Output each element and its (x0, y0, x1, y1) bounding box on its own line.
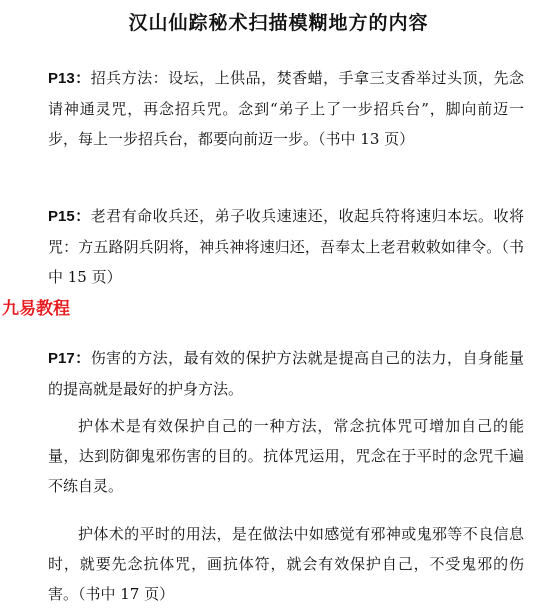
paragraph-p17-2: 护体术是有效保护自己的一种方法，常念抗体咒可增加自己的能量，达到防御鬼邪伤害的目的。抗体咒运用，咒念在于平时的念咒千遍不练自灵。 (48, 417, 524, 495)
paragraph-p15 (48, 201, 524, 292)
document-title: 汉山仙踪秘术扫描模糊地方的内容 (128, 12, 429, 34)
page-tag: P15： (48, 208, 91, 225)
page-tag: P13： (48, 70, 91, 87)
paragraph-p17-3: 护体术的平时的用法，是在做法中如感觉有邪神或鬼邪等不良信息时，就要先念抗体咒，画抗体符，就会有效保护自己，不受鬼邪的伤害。（书中 17 页） (48, 525, 524, 603)
paragraph-p17 (48, 343, 524, 404)
paragraph-text: 伤害的方法，最有效的保护方法就是提高自己的法力，自身能量的提高就是最好的护身方法。 (48, 349, 524, 398)
page-tag: P17： (48, 350, 91, 367)
paragraph-p13 (48, 63, 524, 154)
paragraph-text: 老君有命收兵还，弟子收兵速速还，收起兵符将速归本坛。收将咒：方五路阴兵阴将，神兵神将速归还，吾奉太上老君敕敕如律令。（书中 15 页） (48, 207, 524, 286)
paragraph-text: 招兵方法：设坛，上供品，焚香蜡，手拿三支香举过头顶，先念请神通灵咒，再念招兵咒。念到“弟子上了一步招兵台”，脚向前迈一步，每上一步招兵台，都要向前迈一步。（书中 13 页） (48, 69, 524, 148)
watermark: 九易教程 (2, 299, 70, 319)
